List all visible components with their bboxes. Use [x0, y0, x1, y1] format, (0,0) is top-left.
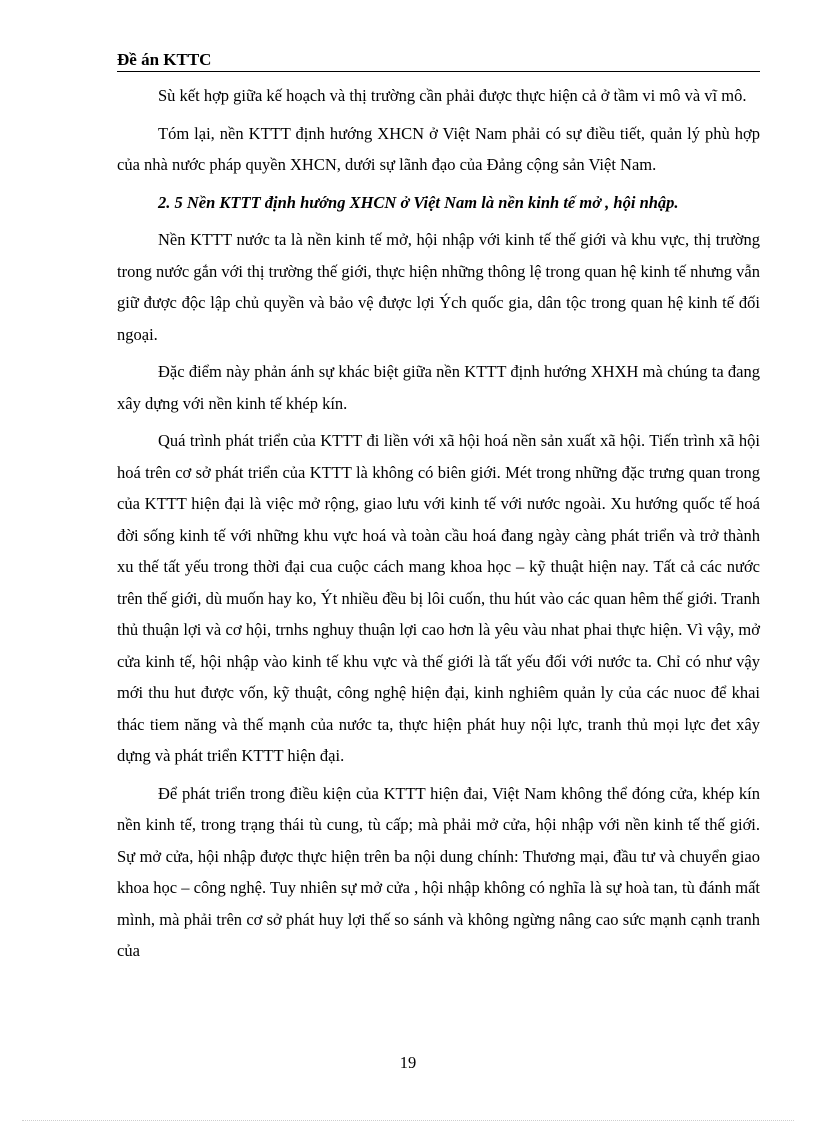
- page-bottom-divider: [22, 1120, 794, 1121]
- body-paragraph: Để phát triển trong điều kiện của KTTT hiện đai, Việt Nam không thể đóng cửa, khép kín nền kinh tế, trong trạng thái tù cung, tù cấp; mà phải mở cửa, hội nhập với nền kinh tế thế giới. Sự mở cửa, hội nhập được thực hiện trên ba nội dung chính: Thương mại, đầu tư và chuyển giao khoa học – công nghệ. Tuy nhiên sự mở cửa , hội nhập không có nghĩa là sự hoà tan, tù đánh mất mình, mà phải trên cơ sở phát huy lợi thế so sánh và không ngừng nâng cao sức mạnh cạnh tranh của: [117, 783, 760, 960]
- page-number: 19: [399, 1053, 417, 1072]
- body-paragraph: Tóm lại, nền KTTT định hướng XHCN ở Việt Nam phải có sự điều tiết, quản lý phù hợp của nhà nước pháp quyền XHCN, dưới sự lãnh đạo của Đảng cộng sản Việt Nam.: [117, 123, 760, 174]
- body-paragraph: Quá trình phát triển của KTTT đi liền với xã hội hoá nền sản xuất xã hội. Tiến trình xã hội hoá trên cơ sở phát triển của KTTT là không có biên giới. Mét trong những đặc trưng quan trong của KTTT hiện đại là việc mở rộng, giao lưu với kinh tế với nước ngoài. Xu hướng quốc tế hoá đời sống kinh tế với những khu vực hoá và toàn cầu hoá đang ngày càng phát triển và trở thành xu thế tất yếu trong thời đại cua cuộc cách mang khoa học – kỹ thuật hiện nay. Tất cả các nước trên thế giới, dù muốn hay ko, Ýt nhiều đều bị lôi cuốn, thu hút vào các quan hêm thế giới. Tranh thủ thuận lợi và cơ hội, trnhs nghuy thuận lợi cao hơn là yêu vàu nhat phai thực hiện. Vì vậy, mở cửa kinh tế, hội nhập vào kinh tế khu vực và thế giới là tất yếu đối với nước ta. Chỉ có như vậy mới thu hut được vốn, kỹ thuật, công nghệ hiện đại, kinh nghiêm quản ly của các nuoc để khai thác tiem năng và thế mạnh của nước ta, thực hiện phát huy nội lực, tranh thủ mọi lực đet xây dựng và phát triển KTTT hiện đại.: [117, 431, 760, 765]
- body-paragraph: Nền KTTT nước ta là nền kinh tế mở, hội nhập với kinh tế thế giới và khu vực, thị trường trong nước gắn với thị trường thế giới, thực hiện những thông lệ trong quan hệ kinh tế nhưng vẫn giữ được độc lập chủ quyền và bảo vệ được lợi Ých quốc gia, dân tộc trong quan hệ kinh tế đối ngoại.: [117, 230, 760, 344]
- document-body: [117, 80, 760, 973]
- body-paragraph: Đặc điểm này phản ánh sự khác biệt giữa nền KTTT định hướng XHXH mà chúng ta đang xây dựng với nền kinh tế khép kín.: [117, 362, 760, 413]
- section-heading: 2. 5 Nền KTTT định hướng XHCN ở Việt Nam là nền kinh tế mở , hội nhập.: [158, 192, 679, 212]
- body-paragraph: Sù kết hợp giữa kế hoạch và thị trường cần phải được thực hiện cả ở tầm vi mô và vĩ mô.: [158, 86, 747, 105]
- header-title: Đề án KTTC: [117, 50, 212, 69]
- document-header: [117, 50, 760, 72]
